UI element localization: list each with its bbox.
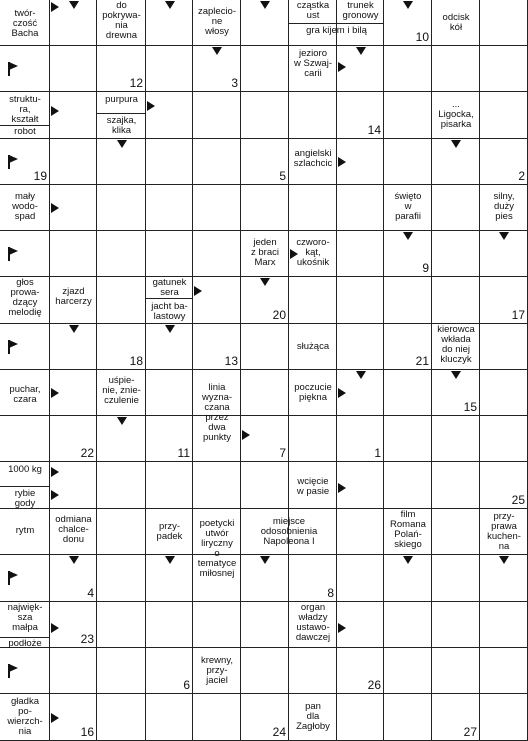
answer-cell[interactable] [480, 370, 528, 416]
answer-cell[interactable] [146, 185, 193, 231]
answer-cell[interactable] [193, 139, 241, 185]
clue-text: święto w parafii [394, 190, 422, 222]
clue-text: silny, duży pies [493, 190, 515, 222]
clue-text: poetycki utwór liryczny o tematyce miłosnej [197, 518, 237, 580]
arrow-down-icon [212, 47, 222, 55]
answer-cell[interactable] [432, 185, 480, 231]
answer-cell[interactable] [432, 277, 480, 324]
answer-cell[interactable] [241, 602, 289, 648]
arrow-right-icon [338, 483, 346, 493]
arrow-down-icon [499, 556, 509, 564]
clue-text: cząstka ust [296, 0, 330, 21]
cell-number: 27 [463, 725, 477, 739]
answer-cell[interactable] [337, 324, 384, 370]
answer-cell[interactable] [480, 416, 528, 462]
clue-text: rybie gody [14, 487, 36, 509]
arrow-down-icon [165, 325, 175, 333]
cell-number: 21 [415, 354, 429, 368]
arrow-down-icon [403, 1, 413, 9]
clue-text: gra kijem i bilą [306, 25, 367, 37]
clue-divider [0, 486, 50, 487]
cell-number: 11 [177, 446, 190, 460]
arrow-right-icon [242, 430, 250, 440]
answer-cell[interactable] [146, 602, 193, 648]
arrow-right-icon [51, 713, 59, 723]
answer-cell[interactable] [289, 648, 337, 694]
arrow-down-icon [356, 47, 366, 55]
answer-cell[interactable] [146, 92, 193, 139]
clue-text: podłoże [8, 637, 42, 649]
answer-cell[interactable] [480, 602, 528, 648]
clue-text: zjazd harcerzy [55, 286, 92, 308]
cell-number: 25 [511, 493, 525, 507]
answer-cell[interactable] [384, 92, 432, 139]
cell-number: 20 [272, 308, 286, 322]
clue-text: mały wodo- spad [12, 190, 38, 222]
clue-text: czworo- kąt, ukośnik [296, 236, 330, 268]
answer-cell[interactable] [97, 694, 146, 741]
answer-cell[interactable] [289, 416, 337, 462]
clue-divider [0, 125, 50, 126]
arrow-down-icon [356, 371, 366, 379]
answer-cell[interactable] [337, 509, 384, 555]
arrow-down-icon [69, 325, 79, 333]
answer-cell[interactable] [384, 46, 432, 92]
clue-text: przy- padek [156, 520, 183, 542]
clue-divider [146, 298, 193, 299]
arrow-down-icon [69, 556, 79, 564]
answer-cell[interactable] [97, 231, 146, 277]
answer-cell[interactable] [97, 648, 146, 694]
answer-cell[interactable] [337, 694, 384, 741]
arrow-down-icon [117, 140, 127, 148]
clue-text: robot [14, 125, 36, 137]
answer-cell[interactable] [432, 602, 480, 648]
answer-cell[interactable] [193, 694, 241, 741]
clue-divider [97, 113, 146, 114]
answer-cell[interactable] [97, 462, 146, 509]
answer-cell[interactable] [50, 46, 97, 92]
answer-cell[interactable] [97, 555, 146, 602]
answer-cell[interactable] [146, 46, 193, 92]
flag-icon [8, 664, 20, 678]
clue-divider [289, 23, 384, 24]
answer-cell[interactable] [146, 231, 193, 277]
arrow-down-icon [451, 371, 461, 379]
cell-number: 9 [422, 261, 429, 275]
clue-text: purpura [105, 94, 138, 106]
arrow-right-icon [338, 62, 346, 72]
answer-cell[interactable] [384, 694, 432, 741]
clue-text: służąca [296, 341, 330, 353]
cell-number: 22 [80, 446, 94, 460]
cell-number: 4 [87, 586, 94, 600]
answer-cell[interactable] [50, 648, 97, 694]
answer-cell[interactable] [241, 324, 289, 370]
arrow-right-icon [147, 101, 155, 111]
arrow-down-icon [451, 140, 461, 148]
answer-cell[interactable] [50, 139, 97, 185]
arrow-right-icon [194, 286, 202, 296]
answer-cell[interactable] [480, 694, 528, 741]
arrow-right-icon [338, 623, 346, 633]
answer-cell[interactable] [146, 462, 193, 509]
answer-cell[interactable] [241, 92, 289, 139]
flag-icon [8, 340, 20, 354]
cell-number: 6 [183, 678, 190, 692]
clue-text: szajka, klika [106, 114, 137, 136]
answer-cell[interactable] [97, 185, 146, 231]
clue-divider [0, 637, 50, 638]
cell-number: 1 [374, 446, 381, 460]
arrow-down-icon [403, 556, 413, 564]
clue-text: trunek gronowy [342, 0, 379, 21]
arrow-right-icon [51, 623, 59, 633]
clue-text: organ władzy ustawo- dawczej [295, 602, 331, 643]
arrow-right-icon [338, 388, 346, 398]
clue-text: gładka po- wierzch- nia [7, 696, 43, 738]
arrow-down-icon [403, 232, 413, 240]
answer-cell[interactable] [241, 46, 289, 92]
answer-cell[interactable] [193, 231, 241, 277]
answer-cell[interactable] [146, 139, 193, 185]
clue-text: uśpie- nie, znie- czulenie [102, 374, 141, 406]
cell-number: 2 [518, 169, 525, 183]
answer-cell[interactable] [480, 324, 528, 370]
answer-cell[interactable] [432, 416, 480, 462]
cell-number: 15 [463, 400, 477, 414]
clue-text: jezioro w Szwaj- carii [293, 48, 332, 80]
answer-cell[interactable] [193, 185, 241, 231]
flag-icon [8, 155, 20, 169]
arrow-down-icon [165, 1, 175, 9]
clue-text: krewny, przy- jaciel [200, 654, 234, 686]
answer-cell[interactable] [146, 694, 193, 741]
clue-text: angielski szlachcic [293, 148, 333, 170]
cell-number: 14 [367, 123, 381, 137]
arrow-down-icon [165, 556, 175, 564]
flag-icon [8, 247, 20, 261]
clue-text: jacht ba- lastowy [151, 300, 188, 322]
arrow-right-icon [51, 2, 59, 12]
clue-text: zaplecio- ne włosy [197, 5, 237, 37]
arrow-right-icon [290, 249, 298, 259]
arrow-down-icon [499, 232, 509, 240]
answer-cell[interactable] [97, 602, 146, 648]
arrow-down-icon [260, 1, 270, 9]
arrow-right-icon [51, 203, 59, 213]
cell-number: 8 [327, 586, 334, 600]
clue-text: pan dla Zagłoby [296, 701, 330, 733]
clue-text: rytm [15, 525, 35, 537]
cell-number: 26 [367, 678, 381, 692]
answer-cell[interactable] [241, 648, 289, 694]
answer-cell[interactable] [384, 139, 432, 185]
cell-number: 19 [33, 169, 47, 183]
clue-text: do pokrywa- nia drewna [102, 0, 141, 41]
arrow-right-icon [338, 157, 346, 167]
answer-cell[interactable] [337, 231, 384, 277]
clue-text: ... Ligocka, pisarka [438, 99, 474, 131]
cell-number: 23 [80, 632, 94, 646]
cell-number: 18 [129, 354, 143, 368]
cell-number: 10 [415, 30, 429, 44]
answer-cell[interactable] [97, 509, 146, 555]
answer-cell[interactable] [384, 462, 432, 509]
cell-number: 12 [129, 76, 143, 90]
answer-cell[interactable] [289, 185, 337, 231]
flag-icon [8, 571, 20, 585]
answer-cell[interactable] [146, 370, 193, 416]
clue-text: miejsce odosobnienia Napoleona I [260, 515, 318, 547]
clue-text: przy- prawa kuchen- na [487, 511, 521, 553]
answer-cell[interactable] [432, 231, 480, 277]
answer-cell[interactable] [193, 277, 241, 324]
arrow-right-icon [51, 388, 59, 398]
answer-cell[interactable] [337, 555, 384, 602]
answer-cell[interactable] [480, 92, 528, 139]
clue-text: jeden z braci Marx [251, 236, 279, 268]
answer-cell[interactable] [384, 416, 432, 462]
arrow-down-icon [117, 417, 127, 425]
clue-text: film Romana Polań- skiego [390, 509, 426, 550]
clue-text: puchar, czara [9, 383, 41, 405]
arrow-down-icon [260, 556, 270, 564]
clue-text: poczucie piękna [294, 381, 332, 403]
cell-number: 16 [80, 725, 94, 739]
cell-number: 13 [224, 354, 238, 368]
answer-cell[interactable] [241, 185, 289, 231]
answer-cell[interactable] [193, 462, 241, 509]
clue-text: struktu- ra, kształt [9, 94, 41, 126]
answer-cell[interactable] [384, 648, 432, 694]
arrow-right-icon [51, 490, 59, 500]
answer-cell[interactable] [241, 370, 289, 416]
answer-cell[interactable] [337, 185, 384, 231]
answer-cell[interactable] [289, 277, 337, 324]
answer-cell[interactable] [432, 648, 480, 694]
arrow-right-icon [51, 106, 59, 116]
cell-number: 5 [279, 169, 286, 183]
answer-cell[interactable] [384, 370, 432, 416]
answer-cell[interactable] [193, 92, 241, 139]
arrow-right-icon [51, 467, 59, 477]
cell-number: 24 [272, 725, 286, 739]
cell-number: 17 [511, 308, 525, 322]
clue-text: kierowca wkłada do niej kluczyk [437, 324, 475, 365]
clue-text: twór- czość Bacha [11, 8, 39, 40]
cell-number: 3 [231, 76, 238, 90]
answer-cell[interactable] [193, 602, 241, 648]
answer-cell[interactable] [289, 92, 337, 139]
answer-cell[interactable] [432, 509, 480, 555]
answer-cell[interactable] [480, 648, 528, 694]
answer-cell[interactable] [337, 277, 384, 324]
answer-cell[interactable] [480, 46, 528, 92]
clue-text: 1000 kg [8, 464, 42, 476]
clue-text: głos prowa- dzący melodię [8, 277, 42, 318]
clue-text: odmiana chalce- donu [55, 513, 92, 545]
arrow-down-icon [69, 1, 79, 9]
answer-cell[interactable] [480, 0, 528, 46]
cell-number: 7 [279, 446, 286, 460]
clue-text: wcięcie w pasie [296, 476, 330, 498]
answer-cell[interactable] [97, 277, 146, 324]
answer-cell[interactable] [384, 602, 432, 648]
flag-icon [8, 62, 20, 76]
clue-text: najwięk- sza małpa [7, 602, 43, 633]
clue-text: odcisk kół [442, 11, 470, 33]
answer-cell[interactable] [432, 462, 480, 509]
arrow-down-icon [260, 278, 270, 286]
answer-cell[interactable] [384, 277, 432, 324]
answer-cell[interactable] [432, 46, 480, 92]
clue-text: linia wyzna- czana przez dwa punkty [201, 381, 233, 443]
clue-text: gatunek sera [152, 277, 187, 298]
answer-cell[interactable] [432, 555, 480, 602]
answer-cell[interactable] [241, 462, 289, 509]
answer-cell[interactable] [50, 231, 97, 277]
answer-cell[interactable] [0, 416, 50, 462]
